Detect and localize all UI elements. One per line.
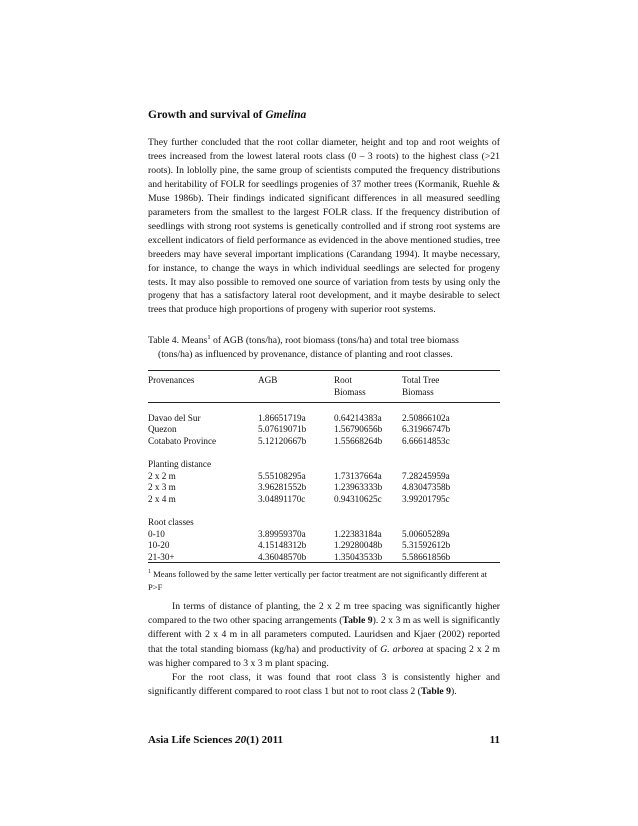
paragraph3-end: ). <box>450 686 457 698</box>
cell-label: 2 x 2 m <box>148 470 176 481</box>
group-title-planting-distance: Planting distance <box>148 459 212 470</box>
cell-total: 2.50866102a <box>402 412 450 423</box>
cell-agb: 5.12120667b <box>258 435 307 446</box>
journal-citation <box>148 734 283 746</box>
cell-label: 0-10 <box>148 528 165 539</box>
cell-agb: 5.55108295a <box>258 470 306 481</box>
cell-total: 6.66614853c <box>402 435 450 446</box>
header-root: Root <box>334 375 352 385</box>
cell-agb: 4.15148312b <box>258 540 307 551</box>
header-total-tree: Total Tree <box>402 375 440 385</box>
cell-root: 1.23963333b <box>334 482 383 493</box>
cell-total: 3.99201795c <box>402 493 450 504</box>
header-provenances: Provenances <box>148 375 195 385</box>
page-number: 11 <box>489 734 500 746</box>
group-title-root-classes: Root classes <box>148 517 194 528</box>
cell-total: 5.00605289a <box>402 528 450 539</box>
body-paragraph-1: They further concluded that the root collar diameter, height and top and root weights of trees increased from the lowest lateral roots class (0 – 3 roots) to the highest class (>21 roots). In loblolly pine, the same group of scientists computed the frequency distributions and heritability of FOLR for seedlings progenies of 37 mother trees (Kormanik, Ruehle & Muse 1986b). Their findings indicated significant differences in all measured seedling parameters from the smallest to the largest FOLR class. If the frequency distribution of seedlings with strong root systems is genetically controlled and if strong root systems are excellent indicators of field performance as evidenced in the above mentioned studies, tree breeders may have several important implications (Carandang 1994). It maybe necessary, for instance, to change the ways in which individual seedlings are selected for progeny tests. It may also possible to removed one source of variation from tests by using only the progeny that has a satisfactory lateral root development, and it maybe desirable to select trees that produce high proportions of progeny with superior root systems. <box>148 137 500 316</box>
cell-label: Quezon <box>148 424 177 435</box>
paragraph3-text: For the root class, it was found that root class 3 is consistently higher and significantly different compared to root class 1 but not to root class 2 ( <box>148 672 500 698</box>
body-paragraphs-2 <box>148 600 500 699</box>
body-paragraph-3 <box>148 671 500 699</box>
cell-root: 1.73137664a <box>334 470 382 481</box>
paragraph2-text: In terms of distance of planting, the 2 x 2 m tree spacing was significantly higher compared to the two other spacing arrangements ( <box>148 601 500 627</box>
table-row <box>148 471 500 483</box>
cell-root: 0.94310625c <box>334 493 382 504</box>
data-table <box>148 375 500 563</box>
cell-root: 1.29280048b <box>334 540 383 551</box>
table-row <box>148 540 500 552</box>
table-group-title <box>148 459 500 471</box>
table-row <box>148 529 500 541</box>
table-top-rule <box>148 370 500 371</box>
caption-line-2: (tons/ha) as influenced by provenance, distance of planting and root classes. <box>158 349 453 360</box>
caption-text: of AGB (tons/ha), root biomass (tons/ha) and total tree biomass <box>210 335 459 346</box>
cell-label: 2 x 3 m <box>148 482 176 493</box>
caption-superscript: 1 <box>207 333 211 341</box>
cell-total: 7.28245959a <box>402 470 450 481</box>
header-total-biomass: Biomass <box>402 386 434 397</box>
cell-agb: 1.86651719a <box>258 412 306 423</box>
cell-agb: 3.96281552b <box>258 482 307 493</box>
species-name: G. arborea <box>380 643 424 655</box>
body-paragraph-2 <box>148 600 500 671</box>
cell-label: Cotabato Province <box>148 435 217 446</box>
cell-label: Davao del Sur <box>148 412 201 423</box>
cell-agb: 5.07619071b <box>258 424 307 435</box>
cell-agb: 4.36048570b <box>258 551 307 562</box>
table-header-rule <box>148 402 500 413</box>
table-reference: Table 9 <box>420 686 451 698</box>
table-footnote <box>148 568 500 593</box>
section-heading-text: Growth and survival of <box>148 109 266 121</box>
cell-label: 21-30+ <box>148 551 175 562</box>
table-row <box>148 494 500 506</box>
table-row <box>148 482 500 494</box>
table-row <box>148 424 500 436</box>
journal-issue: (1) 2011 <box>246 734 284 746</box>
journal-volume: 20 <box>235 734 247 746</box>
cell-root: 1.55668264b <box>334 435 383 446</box>
footnote-marker: 1 <box>148 569 151 576</box>
table-reference: Table 9 <box>342 615 373 627</box>
table-caption <box>148 334 500 362</box>
header-root-biomass: Biomass <box>334 386 366 397</box>
cell-total: 4.83047358b <box>402 482 451 493</box>
paragraph2-rest: ). 2 x 3 m as well is significantly different with 2 x 4 m in all parameters computed. Lauridsen and Kjaer (2002) reported that the total standing biomass (kg/ha) and productivity of <box>148 615 500 655</box>
table-group-title <box>148 517 500 529</box>
cell-total: 6.31966747b <box>402 424 451 435</box>
table-header-row <box>148 375 500 387</box>
journal-name: Asia Life Sciences <box>148 734 236 746</box>
section-heading <box>148 109 306 121</box>
cell-total: 5.58661856b <box>402 551 451 562</box>
paragraph2-end: at spacing 2 x 2 m was higher compared to 3 x 3 m plant spacing. <box>148 643 500 669</box>
cell-agb: 3.04891170c <box>258 493 306 504</box>
cell-label: 10-20 <box>148 540 170 551</box>
table-row <box>148 413 500 425</box>
section-heading-species: Gmelina <box>265 109 307 121</box>
cell-label: 2 x 4 m <box>148 493 176 504</box>
cell-root: 0.64214383a <box>334 412 382 423</box>
table-bottom-rule <box>148 562 500 563</box>
caption-prefix: Table 4. Means <box>148 335 208 346</box>
cell-root: 1.22383184a <box>334 528 382 539</box>
cell-agb: 3.89959370a <box>258 528 306 539</box>
cell-total: 5.31592612b <box>402 540 451 551</box>
table-row <box>148 436 500 448</box>
footnote-text: Means followed by the same letter vertically per factor treatment are not significantly different at P>F <box>148 569 488 592</box>
header-agb: AGB <box>258 375 278 385</box>
cell-root: 1.35043533b <box>334 551 383 562</box>
cell-root: 1.56790656b <box>334 424 383 435</box>
table-header-row-2 <box>148 387 500 399</box>
